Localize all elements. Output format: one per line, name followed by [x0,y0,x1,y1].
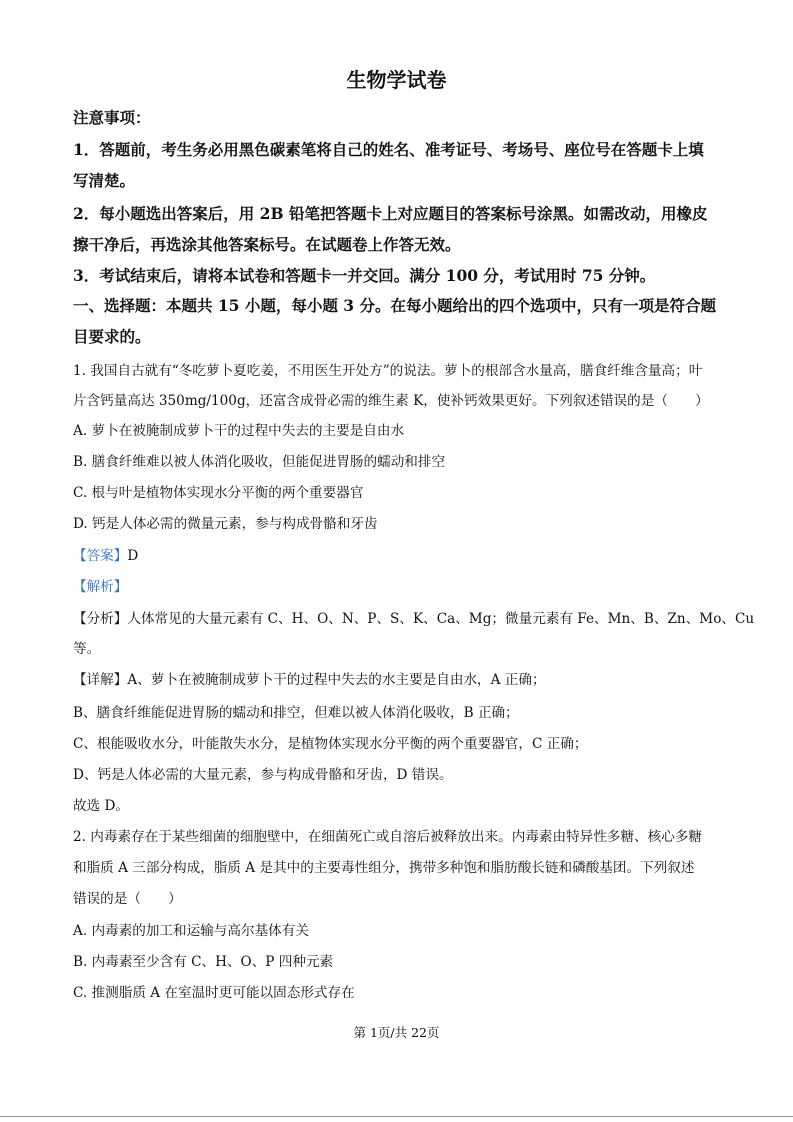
q1-answer [73,544,138,564]
q1-option-c: C. 根与叶是植物体实现水分平衡的两个重要器官 [73,485,364,501]
answer-value: D [127,548,139,564]
q1-xiangjie-a: 【详解】A、萝卜在被腌制成萝卜干的过程中失去的水主要是自由水，A 正确； [73,672,546,688]
analysis-tag: 【解析】 [73,579,128,595]
notice-item-3: 3．考试结束后，请将本试卷和答题卡一并交回。满分 100 分，考试用时 75 分钟。 [73,266,656,285]
q1-fenxi-line-2: 等。 [73,641,101,657]
q2-stem-line-3: 错误的是（ ） [73,891,182,907]
notice-item-2-line-2: 擦干净后，再选涂其他答案标号。在试题卷上作答无效。 [73,235,461,254]
q1-fenxi-line-1: 【分析】人体常见的大量元素有 C、H、O、N、P、S、K、Ca、Mg；微量元素有 Fe、Mn、B、Zn、Mo、Cu [73,611,755,627]
notice-item-1-line-2: 写清楚。 [73,171,136,190]
notice-item-1-line-1: 1．答题前，考生务必用黑色碳素笔将自己的姓名、准考证号、考场号、座位号在答题卡上填 [73,140,704,159]
answer-tag: 【答案】 [73,548,128,564]
q1-xiangjie-c: C、根能吸收水分，叶能散失水分，是植物体实现水分平衡的两个重要器官，C 正确； [73,736,588,752]
q1-xiangjie-d: D、钙是人体必需的大量元素，参与构成骨骼和牙齿，D 错误。 [73,767,453,783]
q2-option-c: C. 推测脂质 A 在室温时更可能以固态形式存在 [73,985,355,1001]
notice-item-2-line-1: 2．每小题选出答案后，用 2B 铅笔把答题卡上对应题目的答案标号涂黑。如需改动，用橡皮 [73,204,708,223]
q1-option-d: D. 钙是人体必需的微量元素，参与构成骨骼和牙齿 [73,516,378,532]
page-bottom-border [0,1116,793,1117]
section-heading-line-1: 一、选择题：本题共 15 小题，每小题 3 分。在每小题给出的四个选项中，只有一项是符合题 [73,296,716,315]
q1-conclusion: 故选 D。 [73,798,130,814]
q1-stem-line-1: 1. 我国自古就有“冬吃萝卜夏吃姜，不用医生开处方”的说法。萝卜的根部含水量高，膳食纤维含量高；叶 [73,363,703,379]
q1-option-a: A. 萝卜在被腌制成萝卜干的过程中失去的主要是自由水 [73,423,405,439]
section-heading-line-2: 目要求的。 [73,327,151,346]
page-footer: 第 1页/共 22页 [353,1025,440,1040]
page-title: 生物学试卷 [346,68,447,92]
q2-option-b: B. 内毒素至少含有 C、H、O、P 四种元素 [73,954,334,970]
q1-stem-line-2: 片含钙量高达 350mg/100g，还富含成骨必需的维生素 K，使补钙效果更好。下列叙述错误的是（ ） [73,393,709,409]
q2-option-a: A. 内毒素的加工和运输与高尔基体有关 [73,923,309,939]
q1-option-b: B. 膳食纤维难以被人体消化吸收，但能促进胃肠的蠕动和排空 [73,454,446,470]
q2-stem-line-2: 和脂质 A 三部分构成，脂质 A 是其中的主要毒性组分，携带多种饱和脂肪酸长链和磷酸基团。下列叙述 [73,860,695,876]
notice-heading: 注意事项： [73,108,151,127]
q1-xiangjie-b: B、膳食纤维能促进胃肠的蠕动和排空，但难以被人体消化吸收，B 正确； [73,705,519,721]
q2-stem-line-1: 2. 内毒素存在于某些细菌的细胞壁中，在细菌死亡或自溶后被释放出来。内毒素由特异性多糖、核心多糖 [73,829,703,845]
